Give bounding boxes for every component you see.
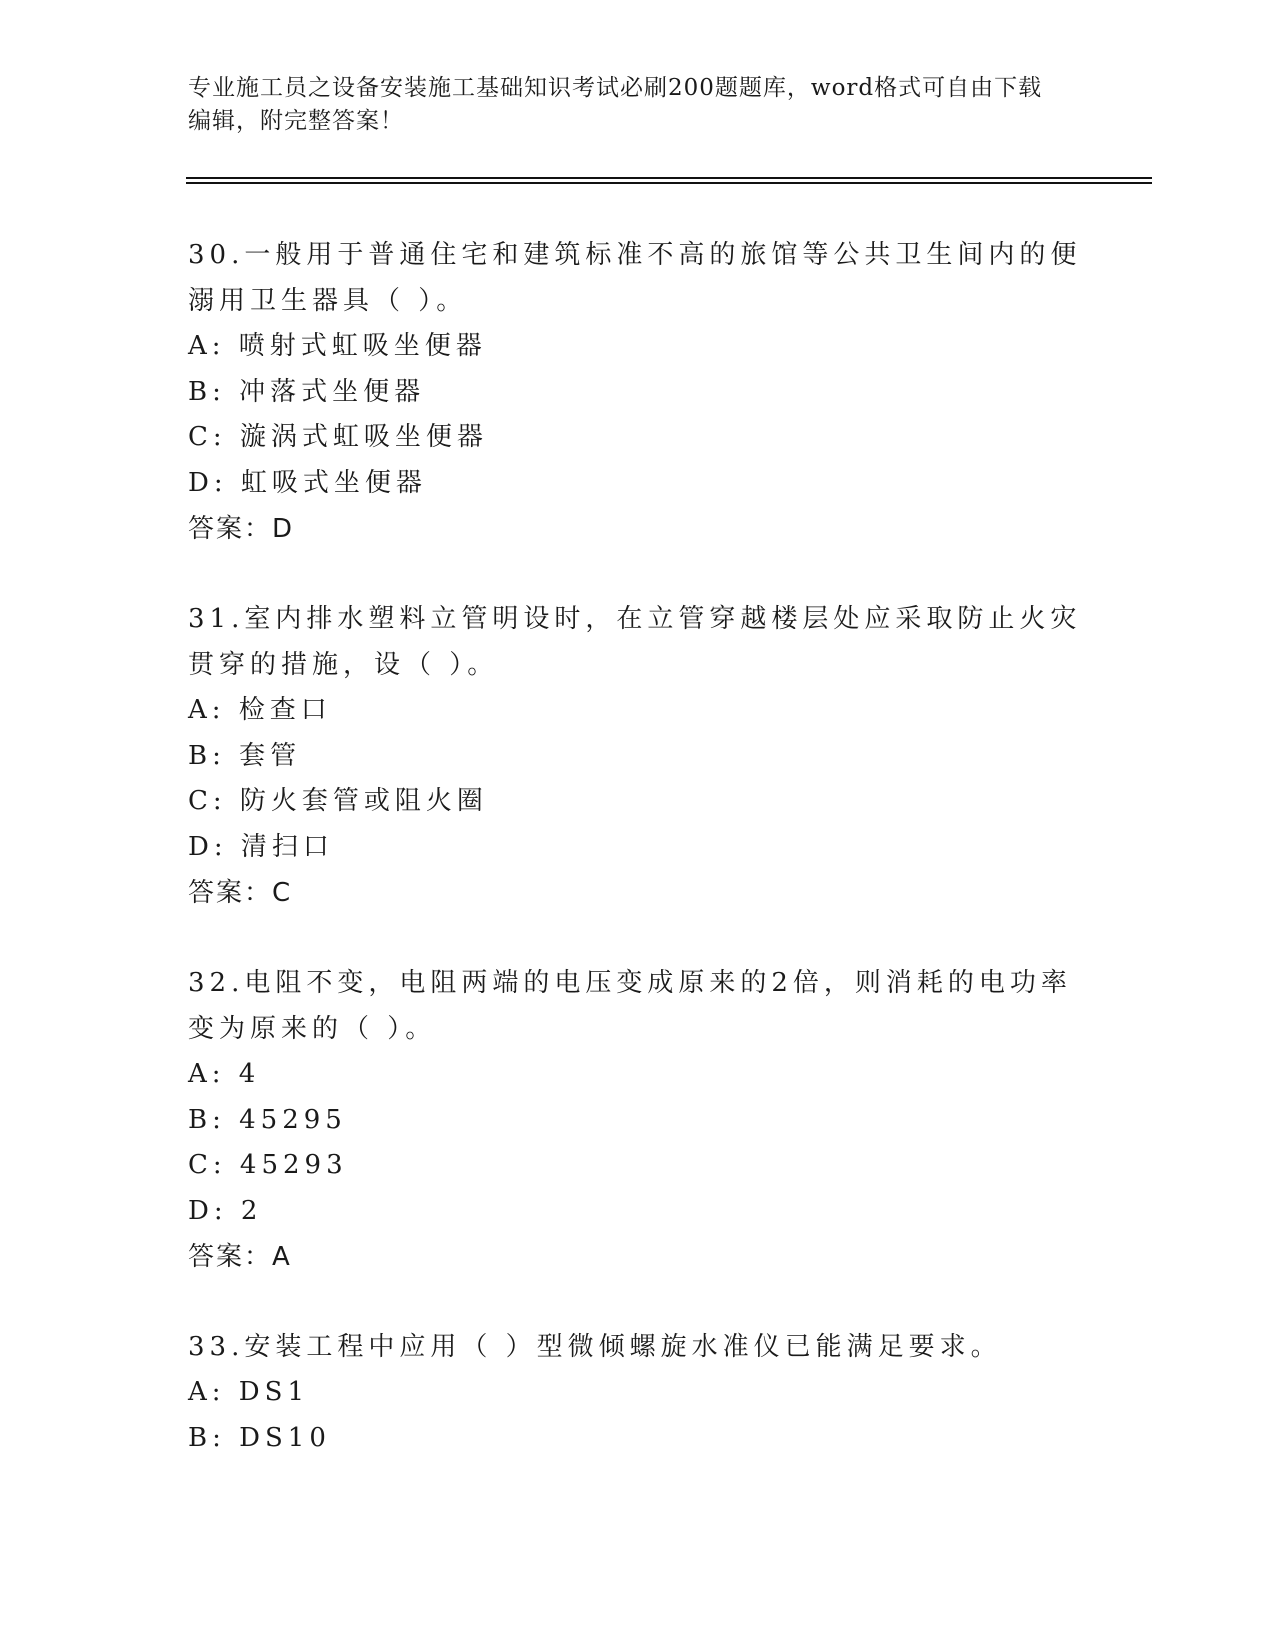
option-b: B: 冲落式坐便器 [188,376,426,407]
option-c: C: 45293 [188,1150,348,1180]
question-stem: 31.室内排水塑料立管明设时，在立管穿越楼层处应采取防止火灾贯穿的措施，设（ ）。 [188,604,1082,680]
option-a: A: 4 [188,1059,261,1089]
option-d: D: 虹吸式坐便器 [188,467,427,498]
option-a: A: DS1 [188,1377,309,1407]
header-divider-bottom [186,182,1152,184]
option-a: A: 检查口 [188,695,332,725]
option-b: B: 45295 [188,1104,347,1135]
question-31 [188,596,1088,916]
option-a: A: 喷射式虹吸坐便器 [188,331,487,361]
option-d: D: 清扫口 [188,831,334,862]
header-divider-top [186,177,1152,179]
question-30 [188,232,1088,552]
question-stem: 30.一般用于普通住宅和建筑标准不高的旅馆等公共卫生间内的便溺用卫生器具（ ）。 [188,240,1082,316]
answer: 答案：C [188,878,293,908]
question-stem: 33.安装工程中应用（ ）型微倾螺旋水准仪已能满足要求。 [188,1332,1002,1362]
option-c: C: 防火套管或阻火圈 [188,786,488,816]
answer: 答案：D [188,514,295,544]
answer: 答案：A [188,1242,292,1272]
question-stem: 32.电阻不变，电阻两端的电压变成原来的2倍，则消耗的电功率变为原来的（ ）。 [188,968,1072,1044]
question-33 [188,1324,1088,1461]
question-32 [188,960,1088,1280]
option-d: D: 2 [188,1195,263,1226]
option-b: B: DS10 [188,1422,331,1453]
document-header: 专业施工员之设备安装施工基础知识考试必刷200题题库，word格式可自由下载 编辑，附完整答案！ [188,75,1043,134]
option-b: B: 套管 [188,740,302,771]
option-c: C: 漩涡式虹吸坐便器 [188,422,488,452]
